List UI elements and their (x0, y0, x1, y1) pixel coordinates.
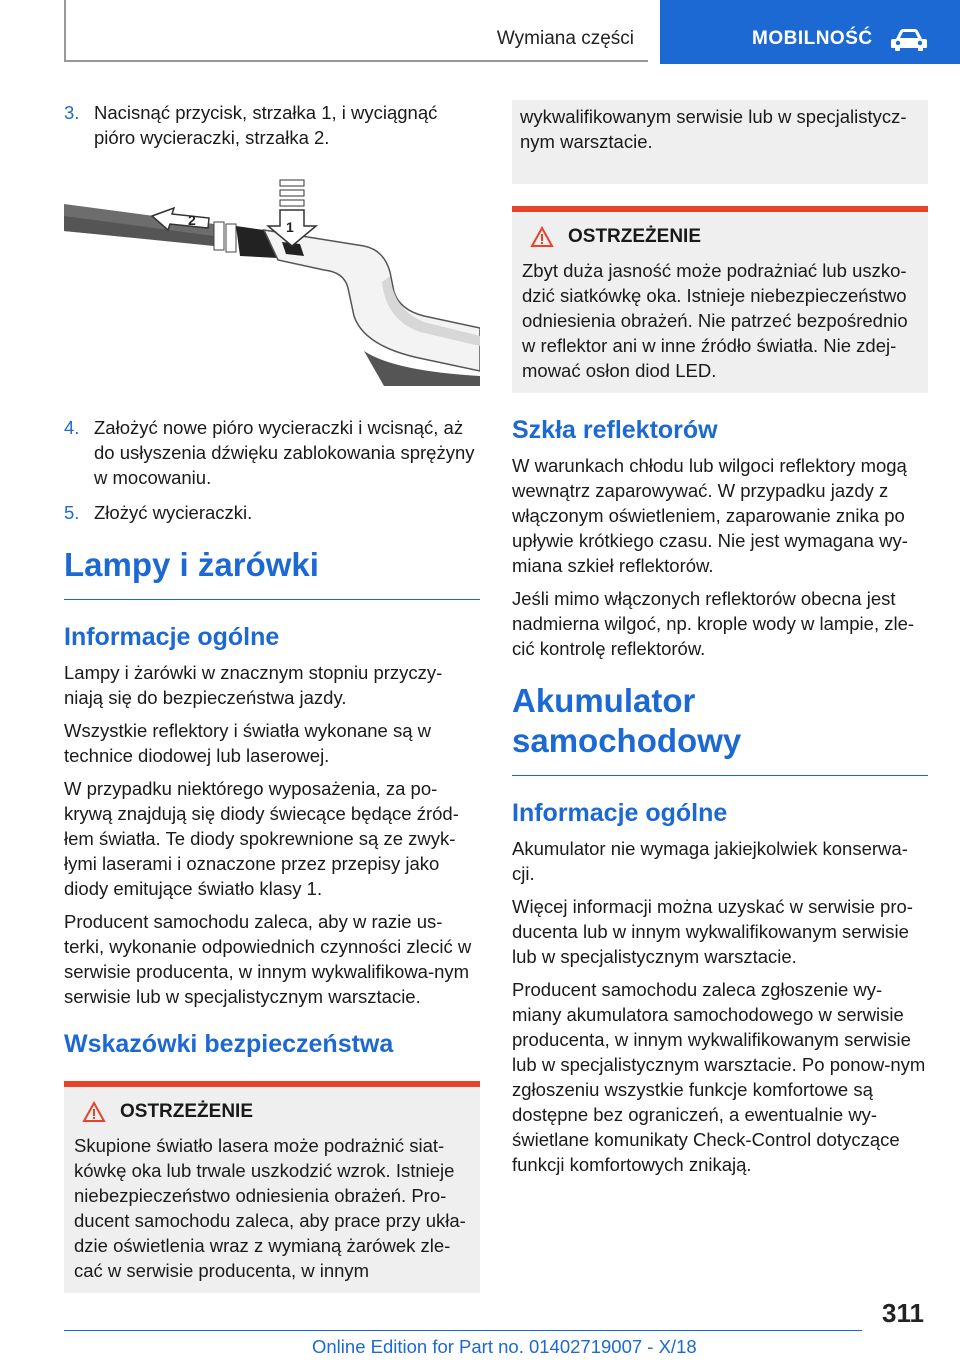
page-header (0, 0, 960, 66)
step-number: 5. (64, 502, 80, 523)
warning-title-text: OSTRZEŻENIE (120, 1101, 254, 1122)
warning-icon (82, 1101, 106, 1123)
left-column (64, 100, 480, 1293)
warning-text: Skupione światło lasera może podrażnić siat-kówkę oka lub trwale uszkodzić wzrok. Istnieje niebezpieczeństwo odniesienia obrażeń. Pro-ducent samochodu zaleca, aby prace przy ukła-dzie oświetlenia wraz z wymianą żarówek zle-cać w serwisie producenta, w innym (74, 1135, 466, 1281)
heading-headlight-glass: Szkła reflektorów (512, 416, 718, 444)
paragraph: W warunkach chłodu lub wilgoci reflektory mogą wewnątrz zaparowywać. W przypadku jazdy z włączonym oświetleniem, zaparowanie znika po upływie krótkiego czasu. Nie jest wymagana wy-miana szkieł reflektorów. (512, 455, 908, 576)
step-number: 3. (64, 102, 80, 123)
heading-general-info: Informacje ogólne (64, 623, 280, 651)
warning-text-continued: wykwalifikowanym serwisie lub w specjalistycz-nym warsztacie. (520, 106, 907, 152)
footer-edition: Online Edition for Part no. 01402719007 - X/18 (312, 1336, 697, 1357)
paragraph: Producent samochodu zaleca zgłoszenie wy-miany akumulatora samochodowego w serwisie producenta, w innym wykwalifikowanym serwisie lub w specjalistycznym warsztacie. Po ponow-nym zgłoszeniu wszystkie funkcje komfortowe są dostępne bez ograniczeń, a ewentualnie wy-świetlane komunikaty Check-Control dotyczące funkcji komfortowych znikają. (512, 979, 926, 1175)
warning-box (64, 1081, 480, 1293)
arrow-label-1: 1 (286, 219, 294, 235)
step-item (64, 100, 480, 150)
paragraph: Wszystkie reflektory i światła wykonane są w technice diodowej lub laserowej. (64, 720, 432, 766)
section-tab (64, 0, 648, 62)
paragraph: Jeśli mimo włączonych reflektorów obecna jest nadmierna wilgoć, np. krople wody w lampie, zle-cić kontrolę reflektorów. (512, 588, 915, 659)
arrow-label-2: 2 (188, 212, 196, 228)
paragraph: Lampy i żarówki w znacznym stopniu przyczy-niają się do bezpieczeństwa jazdy. (64, 662, 443, 708)
step-text: Złożyć wycieraczki. (94, 502, 253, 523)
warning-title-text: OSTRZEŻENIE (568, 226, 702, 247)
warning-text: Zbyt duża jasność może podrażniać lub uszko-dzić siatkówkę oka. Istnieje niebezpieczeństwo odniesienia obrażeń. Nie patrzeć bezpośrednio w reflektor ani w inne źródło światła. Nie zdej-mować osłon diod LED. (522, 260, 908, 381)
footer-divider (64, 1330, 862, 1331)
step-text: Założyć nowe pióro wycieraczki i wcisnąć, aż do usłyszenia dźwięku zablokowania sprężyny w mocowaniu. (94, 417, 475, 488)
step-item (64, 415, 480, 490)
heading-battery: Akumulator samochodowy (512, 681, 928, 776)
warning-title (530, 226, 918, 248)
heading-safety: Wskazówki bezpieczeństwa (64, 1030, 394, 1058)
heading-lamps: Lampy i żarówki (64, 545, 480, 600)
wiper-blade-figure (64, 176, 480, 386)
warning-box (512, 206, 928, 393)
warning-title (82, 1101, 470, 1123)
step-item (64, 500, 480, 525)
chapter-tab (660, 0, 960, 64)
chapter-title: MOBILNOŚĆ (752, 28, 873, 49)
paragraph: Więcej informacji można uzyskać w serwisie pro-ducenta lub w innym wykwalifikowanym serwisie lub w specjalistycznym warsztacie. (512, 896, 913, 967)
heading-general-info: Informacje ogólne (512, 799, 728, 827)
paragraph: W przypadku niektórego wyposażenia, za po-krywą znajdują się diody świecące będące źród-łem światła. Te diody spokrewnione są ze zwyk-łymi laserami i oznaczone przez przepisy jako diody emitujące światło klasy 1. (64, 778, 459, 899)
right-column (512, 100, 928, 1185)
warning-box-continued (512, 100, 928, 184)
car-icon (890, 26, 928, 52)
warning-icon (530, 226, 554, 248)
paragraph: Akumulator nie wymaga jakiejkolwiek konserwa-cji. (512, 838, 908, 884)
page-number: 311 (882, 1298, 924, 1328)
paragraph: Producent samochodu zaleca, aby w razie us-terki, wykonanie odpowiednich czynności zlecić w serwisie producenta, w innym wykwalifikowa-nym serwisie lub w specjalistycznym warsztacie. (64, 911, 472, 1007)
step-number: 4. (64, 417, 80, 438)
step-text: Nacisnąć przycisk, strzałka 1, i wyciągnąć pióro wycieraczki, strzałka 2. (94, 102, 438, 148)
section-title: Wymiana części (496, 28, 634, 49)
